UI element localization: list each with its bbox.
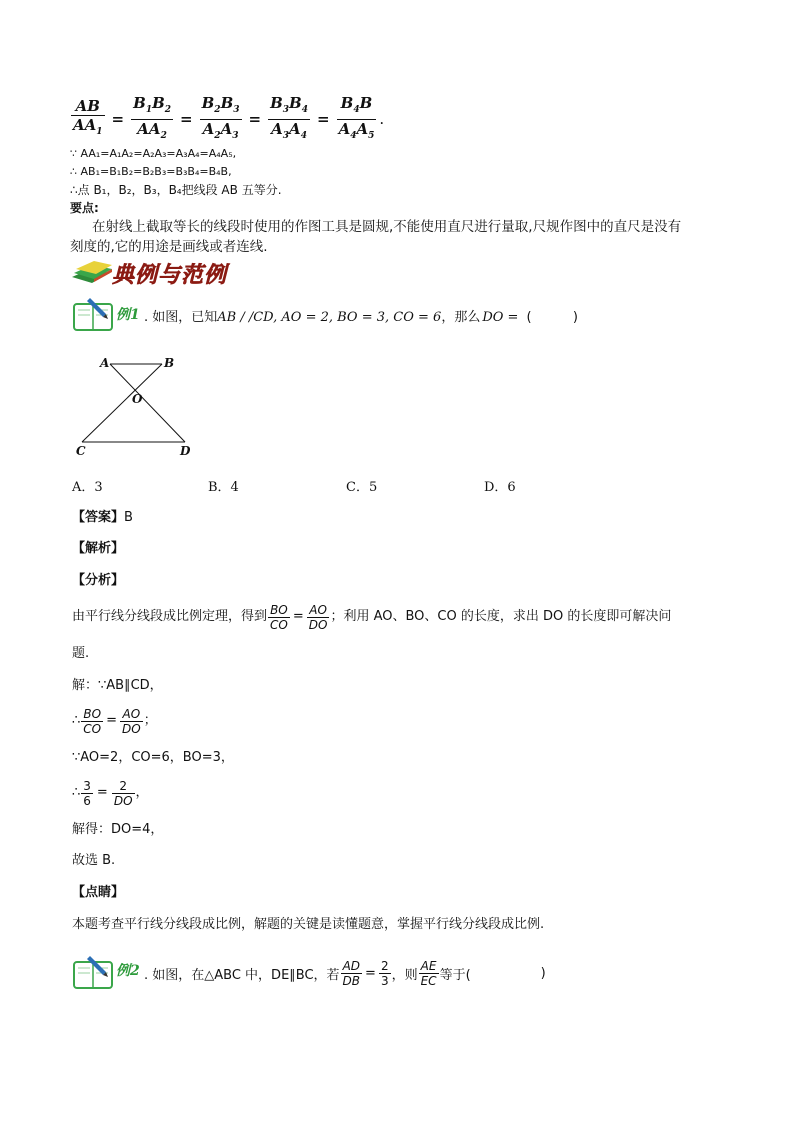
frac-num: 2 <box>380 958 389 973</box>
solution-line-1: 解：∵AB∥CD， <box>72 678 163 693</box>
therefore-symbol: ∴ <box>72 785 81 800</box>
fenxi-pre: 由平行线分线段成比例定理，得到 <box>72 609 268 624</box>
line-derived: ∴ AB₁=B₁B₂=B₂B₃=B₃B₄=B₄B, <box>70 165 232 178</box>
frac-den: DO <box>122 721 141 736</box>
sol4-frac-2 <box>112 779 135 808</box>
jiexi-tag: 【解析】 <box>72 541 125 556</box>
formula-frac-2 <box>131 94 173 145</box>
frac-den: DB <box>342 973 361 988</box>
frac-den: DO <box>113 793 133 808</box>
example2-frac-ratio <box>379 959 391 988</box>
notebook-pencil-icon <box>72 296 114 332</box>
line-given: ∵ AA₁=A₁A₂=A₂A₃=A₃A₄=A₄A₅, <box>70 147 237 160</box>
option-a: A．3 <box>72 480 103 495</box>
sol2-post: ； <box>143 713 157 728</box>
solution-line-3: ∵AO=2，CO=6，BO=3， <box>72 750 234 765</box>
frac-num: AO <box>120 707 143 722</box>
key-points-title: 要点: <box>70 201 99 215</box>
eq-sign: = <box>317 110 330 128</box>
frac-num: $B_4B$ <box>337 94 377 120</box>
example2-eq: = <box>365 965 376 981</box>
sol2-frac-2 <box>120 707 143 736</box>
example1-text-post: ，那么 <box>441 310 481 325</box>
fenxi-frac-1 <box>268 603 290 632</box>
example2-text-pre: . 如图，在△ABC 中，DE∥BC，若 <box>144 967 340 983</box>
line-conclusion: ∴点 B₁，B₂，B₃，B₄把线段 AB 五等分. <box>70 183 282 197</box>
dianjing-text: 本题考查平行线分线段成比例，解题的关键是读懂题意，掌握平行线分线段成比例. <box>72 917 545 932</box>
solution-line-5: 解得：DO=4， <box>72 822 164 837</box>
frac-den: $A_3A_4$ <box>271 119 307 141</box>
example2-text-post: 等于( <box>439 967 471 983</box>
frac-num: 3 <box>83 778 91 793</box>
frac-den: $AA_2$ <box>137 119 167 141</box>
solution-line-6: 故选 B. <box>72 853 116 868</box>
key-points-p1: 在射线上截取等长的线段时使用的作图工具是圆规,不能使用直尺进行量取,尺规作图中的直尺是没有 <box>92 219 682 235</box>
example2-label: 例2 <box>116 963 140 979</box>
frac-den: EC <box>420 973 437 988</box>
formula-frac-1 <box>71 97 105 141</box>
formula-frac-5 <box>337 94 377 145</box>
frac-num: $B_2B_3$ <box>200 94 242 120</box>
fenxi-tag: 【分析】 <box>72 573 125 588</box>
frac-num: 2 <box>112 779 135 794</box>
formula-end: . <box>379 110 385 128</box>
frac-den: $A_2A_3$ <box>202 119 239 141</box>
example2-frac-ad-db <box>341 959 362 988</box>
frac-den: DO <box>308 617 328 632</box>
top-formula <box>70 93 385 142</box>
key-points-p2: 刻度的,它的用途是画线或者连线. <box>70 239 268 255</box>
books-icon <box>70 259 114 285</box>
frac-num: BO <box>268 603 290 618</box>
frac-num: $B_3B_4$ <box>268 94 310 120</box>
example1-heading <box>70 296 790 332</box>
section-banner-text: 典例与范例 <box>112 263 228 288</box>
example1-text-pre: . 如图，已知 <box>144 310 218 325</box>
fenxi-post: ；利用 AO、BO、CO 的长度，求出 DO 的长度即可解决问 <box>330 609 672 624</box>
notebook-pencil-icon <box>72 954 114 990</box>
fenxi-tail: 题. <box>72 646 90 661</box>
eq-sign: = <box>111 110 125 128</box>
label-D: D <box>180 444 191 458</box>
answer-tag: 【答案】 <box>72 510 125 525</box>
label-B: B <box>164 356 175 370</box>
option-d: D．6 <box>484 480 516 495</box>
option-c: C．5 <box>346 480 378 495</box>
frac-den: CO <box>83 721 102 736</box>
frac-num: AB <box>71 97 105 116</box>
frac-den: CO <box>270 617 288 632</box>
frac-num: BO <box>81 707 103 722</box>
frac-num: AD <box>341 959 362 974</box>
answer-line <box>72 509 133 527</box>
frac-num: AE <box>419 959 439 974</box>
frac-den: $A_4A_5$ <box>338 119 375 141</box>
section-banner <box>70 258 270 286</box>
formula-frac-3 <box>200 94 242 145</box>
frac-den: $AA_1$ <box>73 116 103 137</box>
example1-figure <box>70 352 200 462</box>
example2-heading <box>70 952 790 992</box>
sol4-post: ， <box>135 785 149 800</box>
label-O: O <box>132 392 143 406</box>
formula-frac-4 <box>268 94 310 145</box>
sol2-frac-1 <box>81 707 103 736</box>
sol4-frac-1 <box>81 779 93 808</box>
example2-frac-ae-ec <box>419 959 439 988</box>
fenxi-frac-2 <box>307 603 330 632</box>
fenxi-line <box>72 598 671 636</box>
example1-paren: ( ) <box>526 310 578 325</box>
dianjing-tag: 【点睛】 <box>72 885 125 900</box>
therefore-symbol: ∴ <box>72 713 81 728</box>
example1-condition: AB / /CD, AO = 2, BO = 3, CO = 6 <box>217 310 442 325</box>
example1-label: 例1 <box>116 307 140 323</box>
label-A: A <box>100 356 110 370</box>
option-b: B．4 <box>208 480 239 495</box>
eq-sign: = <box>180 110 193 128</box>
sol4-eq: = <box>96 785 108 800</box>
example2-text-mid: ，则 <box>391 967 418 983</box>
answer-value: B <box>124 510 133 525</box>
example1-ask: DO = <box>482 310 519 325</box>
eq-sign: = <box>248 110 262 128</box>
sol2-eq: = <box>106 713 118 728</box>
frac-den: 6 <box>83 793 91 808</box>
label-C: C <box>76 444 86 458</box>
fenxi-eq: = <box>292 609 304 624</box>
example2-paren-close: ) <box>540 965 546 981</box>
solution-line-2 <box>72 702 157 740</box>
frac-den: 3 <box>380 973 389 988</box>
frac-num: AO <box>307 603 330 618</box>
frac-num: $B_1B_2$ <box>131 94 173 120</box>
solution-line-4 <box>72 774 149 812</box>
